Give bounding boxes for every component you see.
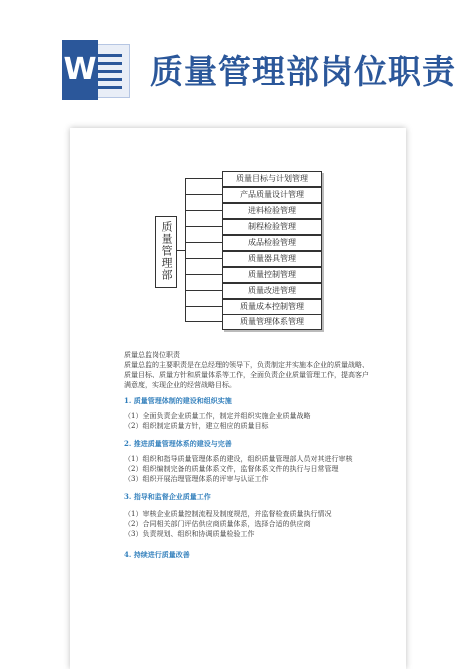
list-item: （2）组织编制完备的质量体系文件，监督体系文件的执行与日常管理 [124,465,339,473]
section-heading: 3. 指导和监督企业质量工作 [124,492,211,501]
org-node: 质量成本控制管理 [222,299,322,315]
org-chart [70,128,406,338]
org-connector [185,210,222,211]
org-trunk-line [185,178,186,321]
org-connector [185,194,222,195]
org-node: 成品检验管理 [222,235,322,251]
org-connector [185,258,222,259]
org-connector [185,178,222,179]
list-item: （3）负责规划、组织和协调质量检验工作 [124,530,255,538]
org-connector [185,242,222,243]
org-root [155,216,177,288]
list-item: （3）组织开展治理管理体系的评审与认证工作 [124,475,269,483]
list-item: （2）组织制定质量方针，建立相应的质量目标 [124,422,269,430]
section-title: 质量总监岗位职责 [124,351,180,359]
org-connector [185,321,222,322]
org-connector [185,306,222,307]
intro-line: 满意度，实现企业的经营战略目标。 [124,381,236,389]
list-item: （1）组织和指导质量管理体系的建设，组织质量管理部人员对其进行审核 [124,455,353,463]
document-page [70,128,406,669]
org-node: 质量控制管理 [222,267,322,283]
org-connector [185,226,222,227]
section-heading: 4. 持续进行质量改善 [124,550,190,559]
org-connector [185,290,222,291]
intro-line: 质量总监的主要职责是在总经理的领导下，负责制定并实施本企业的质量战略、 [124,361,369,369]
org-node: 质量目标与计划管理 [222,171,322,187]
word-letter: W [63,52,97,87]
list-item: （1）审核企业质量控制流程及制度规范，并监督检查质量执行情况 [124,510,332,518]
org-node: 质量器具管理 [222,251,322,267]
intro-line: 质量目标、质量方针和质量体系等工作，全面负责企业质量管理工作，提高客户 [124,371,369,379]
list-item: （2）合同相关部门评估供应商质量体系，选择合适的供应商 [124,520,311,528]
section-heading: 1. 质量管理体制的建设和组织实施 [124,396,232,405]
org-connector [185,274,222,275]
org-node: 质量改进管理 [222,283,322,299]
org-root-label: 质量管理部 [160,221,173,281]
org-node: 产品质量设计管理 [222,187,322,203]
section-heading: 2. 推进质量管理体系的建设与完善 [124,439,232,448]
org-node: 进料检验管理 [222,203,322,219]
word-icon [62,40,130,100]
org-node: 制程检验管理 [222,219,322,235]
page-title: 质量管理部岗位职责 [150,52,456,91]
org-node: 质量管理体系管理 [222,314,322,330]
banner [0,0,474,110]
list-item: （1）全面负责企业质量工作，制定并组织实施企业质量战略 [124,412,311,420]
